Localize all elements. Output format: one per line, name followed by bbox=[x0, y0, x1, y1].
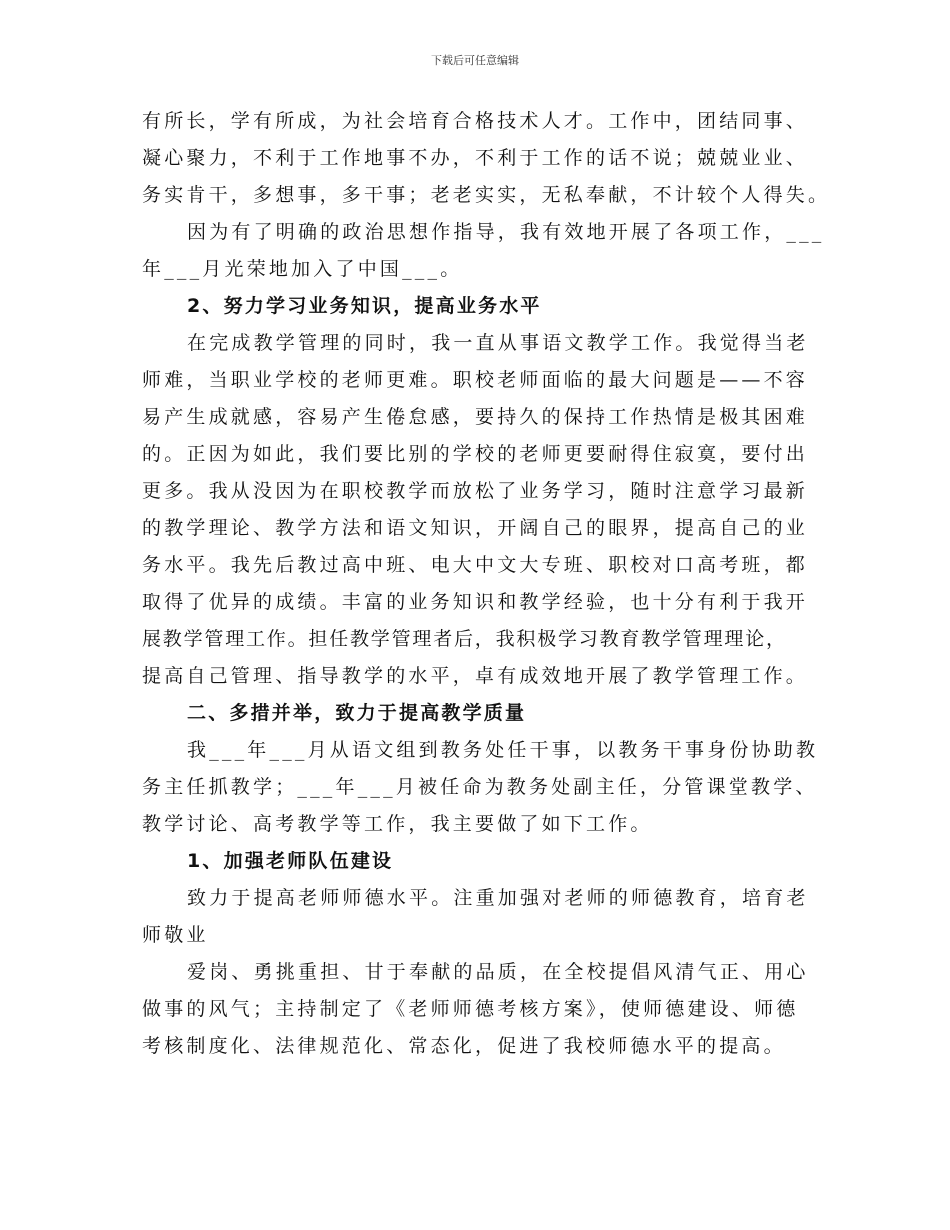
paragraph-line: 凝心聚力，不利于工作地事不办，不利于工作的话不说；兢兢业业、 bbox=[142, 147, 809, 169]
section-heading: 2、努力学习业务知识，提高业务水平 bbox=[187, 295, 542, 317]
section-heading: 二、多措并举，致力于提高教学质量 bbox=[187, 702, 527, 724]
paragraph-line: 师难，当职业学校的老师更难。职校老师面临的最大问题是——不容 bbox=[142, 369, 809, 391]
paragraph-line: 展教学管理工作。担任教学管理者后，我积极学习教育教学管理理论， bbox=[142, 628, 787, 650]
document-body bbox=[142, 103, 831, 1065]
paragraph-line: 因为有了明确的政治思想作指导，我有效地开展了各项工作，___ bbox=[187, 221, 825, 243]
paragraph-line: 致力于提高老师师德水平。注重加强对老师的师德教育，培育老 bbox=[187, 887, 809, 909]
paragraph-line: 的。正因为如此，我们要比别的学校的老师更要耐得住寂寞，要付出 bbox=[142, 443, 809, 465]
paragraph-line: 有所长，学有所成，为社会培育合格技术人才。工作中，团结同事、 bbox=[142, 110, 809, 132]
paragraph-line: 务水平。我先后教过高中班、电大中文大专班、职校对口高考班，都 bbox=[142, 554, 809, 576]
paragraph-line: 做事的风气；主持制定了《老师师德考核方案》，使师德建设、师德 bbox=[142, 998, 799, 1020]
paragraph-line: 的教学理论、教学方法和语文知识，开阔自己的眼界，提高自己的业 bbox=[142, 517, 809, 539]
paragraph-line: 考核制度化、法律规范化、常态化，促进了我校师德水平的提高。 bbox=[142, 1035, 786, 1057]
section-heading: 1、加强老师队伍建设 bbox=[187, 850, 394, 872]
paragraph-line: 取得了优异的成绩。丰富的业务知识和教学经验，也十分有利于我开 bbox=[142, 591, 809, 613]
paragraph-line: 教学讨论、高考教学等工作，我主要做了如下工作。 bbox=[142, 813, 653, 835]
paragraph-line: 年___月光荣地加入了中国___。 bbox=[142, 258, 463, 280]
paragraph-line: 务主任抓教学；___年___月被任命为教务处副主任，分管课堂教学、 bbox=[142, 776, 818, 798]
paragraph-line: 更多。我从没因为在职校教学而放松了业务学习，随时注意学习最新 bbox=[142, 480, 809, 502]
paragraph-line: 在完成教学管理的同时，我一直从事语文教学工作。我觉得当老 bbox=[187, 332, 809, 354]
page-header: 下载后可任意编辑 bbox=[431, 54, 519, 67]
paragraph-line: 师敬业 bbox=[142, 924, 209, 946]
paragraph-line: 我___年___月从语文组到教务处任干事，以教务干事身份协助教 bbox=[187, 739, 819, 761]
paragraph-line: 务实肯干，多想事，多干事；老老实实，无私奉献，不计较个人得失。 bbox=[142, 184, 831, 206]
paragraph-line: 易产生成就感，容易产生倦怠感，要持久的保持工作热情是极其困难 bbox=[142, 406, 809, 428]
paragraph-line: 提高自己管理、指导教学的水平，卓有成效地开展了教学管理工作。 bbox=[142, 665, 809, 687]
paragraph-line: 爱岗、勇挑重担、甘于奉献的品质，在全校提倡风清气正、用心 bbox=[187, 961, 809, 983]
